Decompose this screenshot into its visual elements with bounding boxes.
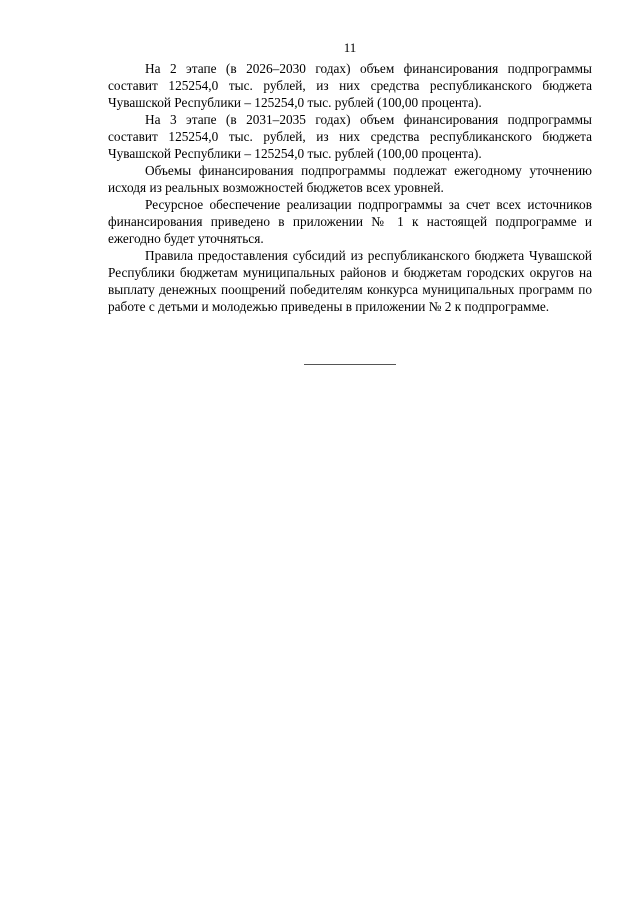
paragraph-stage-3: На 3 этапе (в 2031–2035 годах) объем финансирования подпрограммы составит 125254,0 тыс. рублей, из них средства республиканского бюджета Чувашской Республики – 125254,0 тыс. рублей (100,00 процента). bbox=[108, 112, 592, 161]
paragraph-annual-adjustment: Объемы финансирования подпрограммы подлежат ежегодному уточнению исходя из реальных возможностей бюджетов всех уровней. bbox=[108, 163, 592, 195]
page-number: 11 bbox=[343, 40, 357, 55]
body-text bbox=[108, 60, 592, 315]
end-separator-line bbox=[304, 364, 396, 365]
paragraph-stage-2: На 2 этапе (в 2026–2030 годах) объем финансирования подпрограммы составит 125254,0 тыс. рублей, из них средства республиканского бюджета Чувашской Республики – 125254,0 тыс. рублей (100,00 процента). bbox=[108, 61, 592, 110]
paragraph-resource-provision: Ресурсное обеспечение реализации подпрограммы за счет всех источников финансирования приведено в приложении № 1 к настоящей подпрограмме и ежегодно будет уточняться. bbox=[108, 197, 592, 246]
paragraph-subsidy-rules: Правила предоставления субсидий из республиканского бюджета Чувашской Республики бюджетам муниципальных районов и бюджетам городских округов на выплату денежных поощрений победителям конкурса муниципальных программ по работе с детьми и молодежью приведены в приложении № 2 к подпрограмме. bbox=[108, 248, 592, 314]
